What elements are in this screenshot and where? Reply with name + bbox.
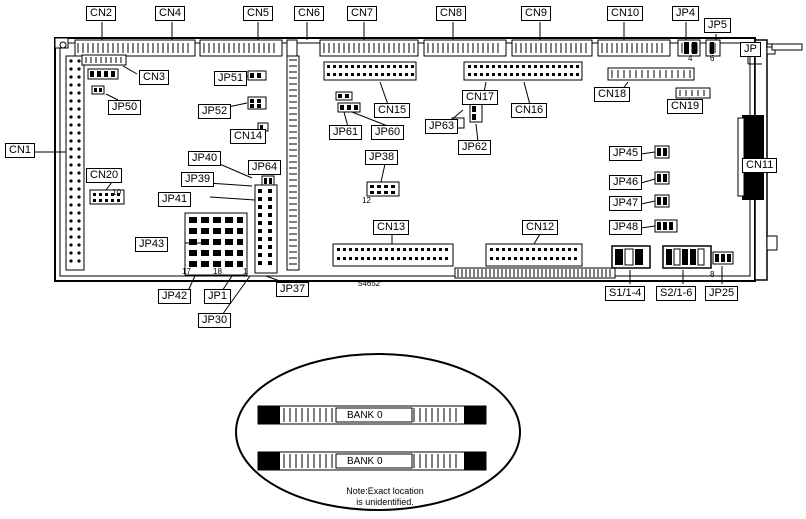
label-s1[interactable]: S1/1-4 <box>605 286 645 301</box>
label-jp63[interactable]: JP63 <box>425 119 458 134</box>
pin-number-17: 17 <box>182 267 191 276</box>
label-jp51[interactable]: JP51 <box>214 71 247 86</box>
label-jp61[interactable]: JP61 <box>329 125 362 140</box>
label-jp43[interactable]: JP43 <box>135 237 168 252</box>
label-cn15[interactable]: CN15 <box>374 103 410 118</box>
label-jp5[interactable]: JP5 <box>704 18 731 33</box>
label-cn9[interactable]: CN9 <box>521 6 551 21</box>
bank-label-0: BANK 0 <box>347 410 383 421</box>
label-cn4[interactable]: CN4 <box>155 6 185 21</box>
pin-number-8: 8 <box>710 270 715 279</box>
label-jp25[interactable]: JP25 <box>705 286 738 301</box>
label-jp48[interactable]: JP48 <box>609 220 642 235</box>
label-cn11[interactable]: CN11 <box>742 158 777 173</box>
label-cn1[interactable]: CN1 <box>5 143 35 158</box>
note-line-1: Note:Exact location <box>346 486 424 496</box>
label-jp42[interactable]: JP42 <box>158 289 191 304</box>
label-jp4[interactable]: JP4 <box>672 6 699 21</box>
label-cn2[interactable]: CN2 <box>86 6 116 21</box>
label-jp64[interactable]: JP64 <box>248 160 281 175</box>
label-cn16[interactable]: CN16 <box>511 103 547 118</box>
label-cn14[interactable]: CN14 <box>230 129 266 144</box>
label-cn3[interactable]: CN3 <box>139 70 169 85</box>
bank-label-1: BANK 0 <box>347 456 383 467</box>
pin-number-1: 1 <box>243 267 248 276</box>
pin-number-18: 18 <box>213 267 222 276</box>
label-cn13[interactable]: CN13 <box>373 220 409 235</box>
label-cn12[interactable]: CN12 <box>522 220 558 235</box>
label-jp41[interactable]: JP41 <box>158 192 191 207</box>
pin-number-10: 10 <box>112 188 121 197</box>
note-line-2: is unidentified. <box>356 497 414 507</box>
label-cn18[interactable]: CN18 <box>594 87 630 102</box>
label-cn20[interactable]: CN20 <box>86 168 122 183</box>
label-jp39[interactable]: JP39 <box>181 172 214 187</box>
label-jp1[interactable]: JP1 <box>204 289 231 304</box>
label-jp62[interactable]: JP62 <box>458 140 491 155</box>
label-jp40[interactable]: JP40 <box>188 151 221 166</box>
label-jp30[interactable]: JP30 <box>198 313 231 328</box>
label-s2[interactable]: S2/1-6 <box>656 286 696 301</box>
label-cn6[interactable]: CN6 <box>294 6 324 21</box>
label-cn8[interactable]: CN8 <box>436 6 466 21</box>
label-jp[interactable]: JP <box>740 42 761 57</box>
label-jp46[interactable]: JP46 <box>609 175 642 190</box>
label-jp52[interactable]: JP52 <box>198 104 231 119</box>
pin-number-54652: 54652 <box>358 279 381 288</box>
label-jp37[interactable]: JP37 <box>276 282 309 297</box>
label-cn5[interactable]: CN5 <box>243 6 273 21</box>
label-cn10[interactable]: CN10 <box>607 6 643 21</box>
label-cn17[interactable]: CN17 <box>462 90 498 105</box>
label-jp60[interactable]: JP60 <box>371 125 404 140</box>
label-cn7[interactable]: CN7 <box>347 6 377 21</box>
pin-number-12: 12 <box>362 196 371 205</box>
label-jp45[interactable]: JP45 <box>609 146 642 161</box>
pin-number-6: 6 <box>710 54 715 63</box>
label-jp38[interactable]: JP38 <box>365 150 398 165</box>
label-jp47[interactable]: JP47 <box>609 196 642 211</box>
label-jp50[interactable]: JP50 <box>108 100 141 115</box>
pin-number-4: 4 <box>688 54 693 63</box>
label-cn19[interactable]: CN19 <box>667 99 703 114</box>
